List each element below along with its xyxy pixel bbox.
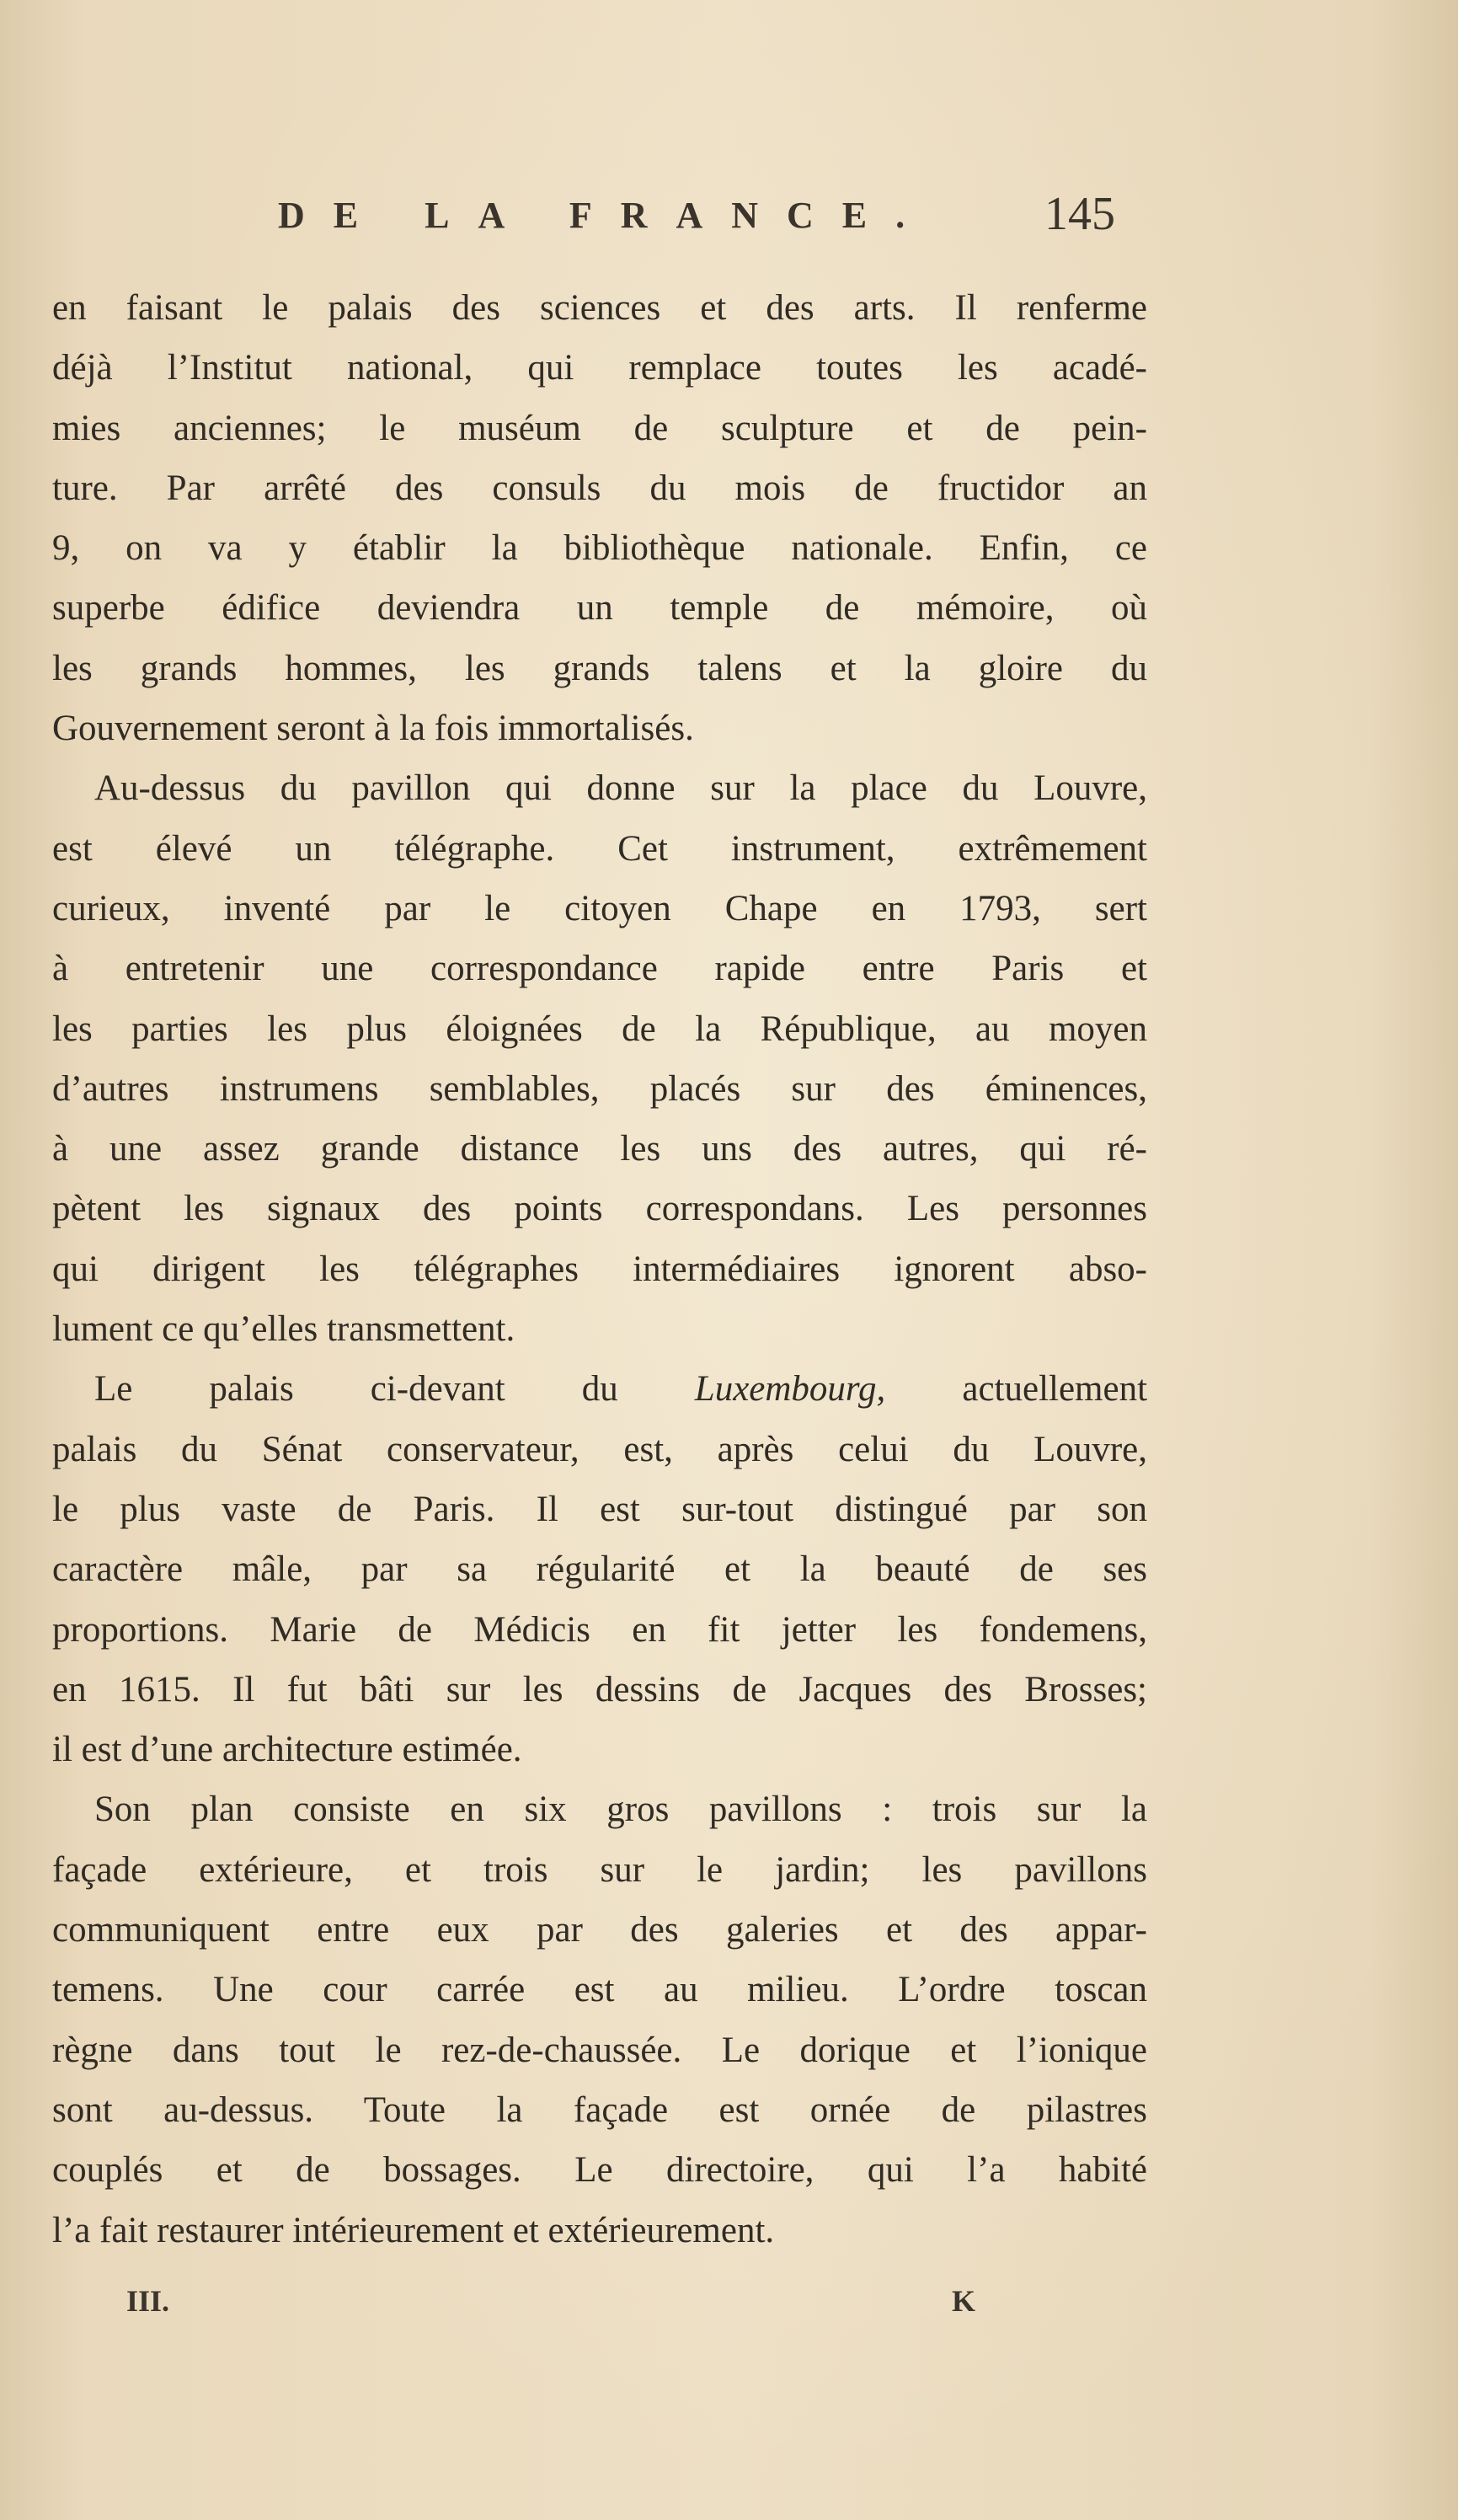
- text-line: l’a fait restaurer intérieurement et extérieurement.: [52, 2210, 775, 2250]
- text-line: Son plan consiste en six gros pavillons : trois sur la: [94, 1790, 1147, 1830]
- text-line: mies anciennes; le muséum de sculpture et de pein-: [52, 408, 1147, 448]
- text-line: en faisant le palais des sciences et des arts. Il renferme: [52, 288, 1147, 328]
- body-text: [52, 278, 1147, 2261]
- text-line: est élevé un télégraphe. Cet instrument, extrêmement: [52, 828, 1147, 869]
- text-line: proportions. Marie de Médicis en fit jetter les fondemens,: [52, 1609, 1147, 1650]
- italic-place-name: Luxembourg,: [694, 1369, 886, 1410]
- text-line: à entretenir une correspondance rapide entre Paris et: [52, 949, 1147, 989]
- text-line: les parties les plus éloignées de la République, au moyen: [52, 1009, 1147, 1049]
- text-line: caractère mâle, par sa régularité et la beauté de ses: [52, 1549, 1147, 1590]
- text-line: palais du Sénat conservateur, est, après celui du Louvre,: [52, 1429, 1147, 1469]
- text-line: communiquent entre eux par des galeries et des appar-: [52, 1910, 1147, 1950]
- page-footer: [0, 2283, 1458, 2334]
- text-line: Gouvernement seront à la fois immortalisés.: [52, 709, 694, 749]
- page-number: 145: [1044, 188, 1115, 240]
- text-line: façade extérieure, et trois sur le jardin; les pavillons: [52, 1849, 1147, 1890]
- text-line: Au-dessus du pavillon qui donne sur la place du Louvre,: [94, 768, 1147, 809]
- text-line: ture. Par arrêté des consuls du mois de fructidor an: [52, 468, 1147, 508]
- text-line: les grands hommes, les grands talens et la gloire du: [52, 648, 1147, 688]
- page-header: [0, 188, 1458, 270]
- text-line: il est d’une architecture estimée.: [52, 1730, 522, 1770]
- signature-mark: K: [952, 2284, 976, 2318]
- text-line: curieux, inventé par le citoyen Chape en 1793, sert: [52, 888, 1147, 928]
- text-line: d’autres instrumens semblables, placés sur des éminences,: [52, 1068, 1147, 1109]
- text-segment: Le palais ci-devant du: [94, 1369, 618, 1410]
- text-line: temens. Une cour carrée est au milieu. L’ordre toscan: [52, 1970, 1147, 2010]
- running-head: DE LA FRANCE.: [278, 195, 934, 236]
- text-line: pètent les signaux des points correspondans. Les personnes: [52, 1189, 1147, 1229]
- text-line: qui dirigent les télégraphes intermédiaires ignorent abso-: [52, 1249, 1147, 1289]
- text-line: [52, 1359, 1147, 1419]
- text-line: lument ce qu’elles transmettent.: [52, 1309, 515, 1350]
- text-line: sont au-dessus. Toute la façade est ornée de pilastres: [52, 2089, 1147, 2130]
- text-line: déjà l’Institut national, qui remplace toutes les acadé-: [52, 348, 1147, 388]
- text-line: en 1615. Il fut bâti sur les dessins de Jacques des Brosses;: [52, 1669, 1147, 1709]
- text-segment: actuellement: [962, 1369, 1148, 1410]
- volume-marker: III.: [126, 2284, 170, 2318]
- text-line: le plus vaste de Paris. Il est sur-tout distingué par son: [52, 1489, 1147, 1529]
- text-line: à une assez grande distance les uns des autres, qui ré-: [52, 1129, 1147, 1169]
- text-line: superbe édifice deviendra un temple de mémoire, où: [52, 588, 1147, 629]
- text-line: 9, on va y établir la bibliothèque nationale. Enfin, ce: [52, 528, 1147, 569]
- text-line: couplés et de bossages. Le directoire, qui l’a habité: [52, 2150, 1147, 2191]
- text-line: règne dans tout le rez-de-chaussée. Le dorique et l’ionique: [52, 2030, 1147, 2070]
